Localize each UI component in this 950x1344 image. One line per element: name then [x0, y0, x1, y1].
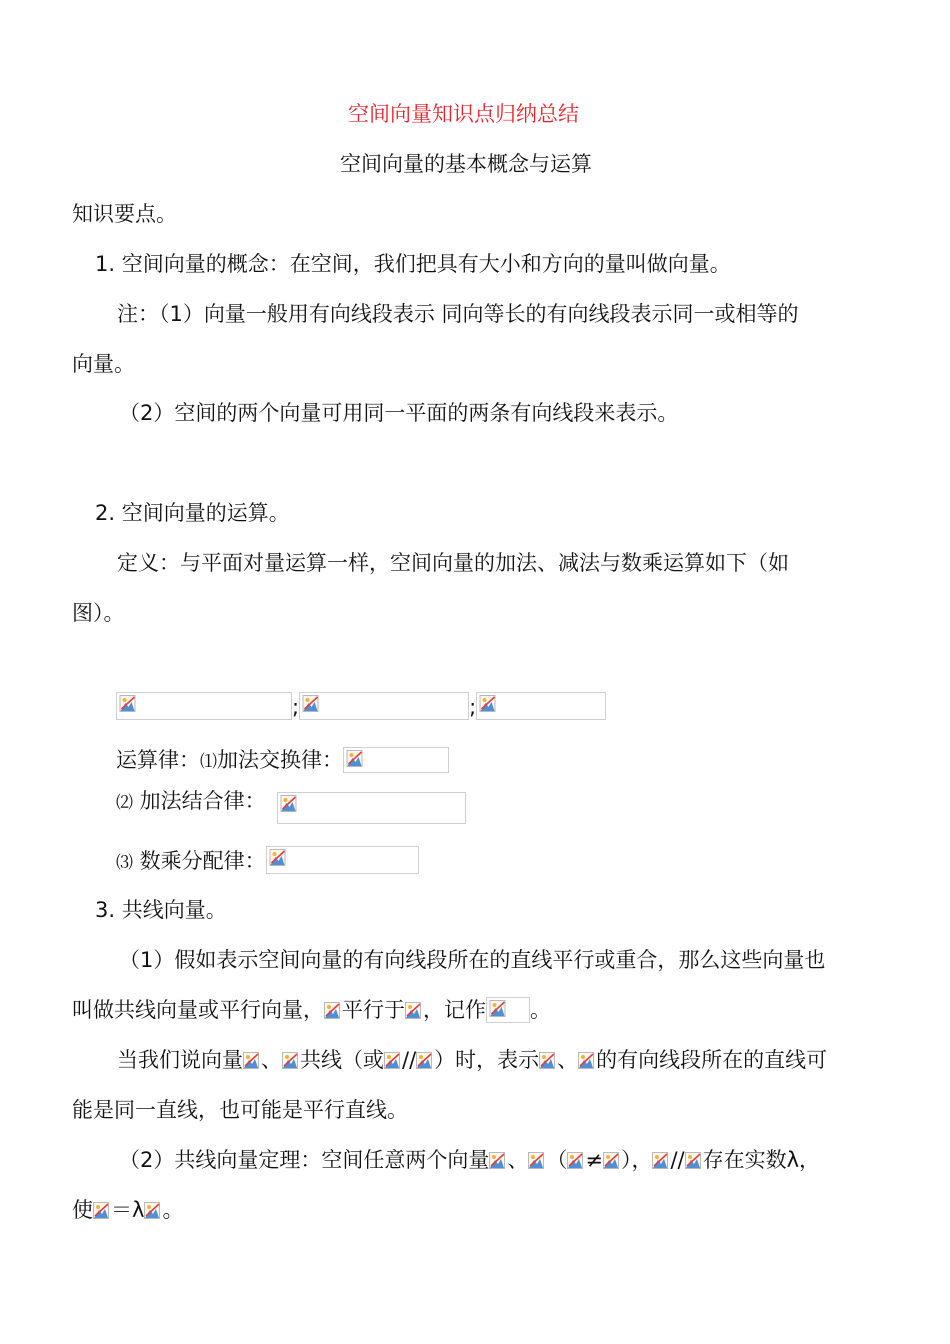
collinear-theorem: [119, 1146, 820, 1174]
broken-image-icon: [603, 1152, 619, 1169]
broken-image-icon: [489, 1152, 505, 1169]
text: 。: [162, 1198, 184, 1222]
broken-image-icon: [539, 1052, 555, 1069]
text: 平行于: [342, 998, 405, 1022]
text: 使: [72, 1198, 93, 1222]
intro-text: 知识要点。: [72, 202, 177, 226]
section-subtitle: 空间向量的基本概念与运算: [340, 152, 592, 176]
text: ），: [620, 1148, 653, 1172]
operation-figures-row: [116, 692, 606, 721]
text: 、: [507, 1148, 529, 1172]
text: 叫做共线向量或平行向量，: [72, 998, 324, 1022]
text: 、: [557, 1048, 579, 1072]
text: ，记作: [423, 998, 486, 1022]
broken-image-icon: [416, 1052, 432, 1069]
vector-b-image: [416, 1051, 434, 1071]
vector-a-image: [539, 1051, 557, 1071]
vector-a-image: [243, 1051, 261, 1071]
note-1-line-1: 注：（1）向量一般用有向线段表示 同向等长的有向线段表示同一或相等的: [117, 302, 799, 326]
broken-image-icon: [282, 1052, 298, 1069]
note-1-line-2: 向量。: [72, 352, 135, 376]
broken-image-icon: [280, 795, 297, 812]
distributive-law: [116, 846, 419, 877]
law-number: ⑶: [116, 853, 133, 873]
text: ）时，表示: [434, 1048, 540, 1072]
collinear-paragraph-3: [117, 1046, 827, 1074]
text: 、: [261, 1048, 282, 1072]
text: 存在实数λ，: [702, 1148, 821, 1172]
law-number: ⑵: [116, 793, 133, 813]
associative-law: [116, 787, 266, 817]
collinear-paragraph-2: [72, 996, 551, 1024]
broken-image-icon: [243, 1052, 259, 1069]
text: 共线（或: [300, 1048, 384, 1072]
text: （: [546, 1148, 568, 1172]
zero-vector-image: [603, 1151, 621, 1171]
text: 的有向线段所在的直线可: [596, 1048, 828, 1072]
law-number: ⑴: [200, 752, 217, 772]
vector-a-image: [324, 1001, 342, 1021]
scalar-multiplication-figure-image: [476, 692, 606, 720]
broken-image-icon: [685, 1152, 701, 1169]
broken-image-icon: [144, 1202, 160, 1219]
broken-image-icon: [346, 750, 363, 767]
addition-figure-image: [116, 692, 292, 720]
vector-b-image: [578, 1051, 596, 1071]
vector-a-image: [93, 1201, 111, 1221]
vector-a-image: [384, 1051, 402, 1071]
associative-formula-image: [277, 792, 466, 824]
document-title: 空间向量知识点归纳总结: [348, 102, 579, 126]
broken-image-icon: [652, 1152, 668, 1169]
concept-paragraph: 1. 空间向量的概念：在空间，我们把具有大小和方向的量叫做向量。: [95, 252, 731, 276]
collinear-paragraph-1: （1）假如表示空间向量的有向线段所在的直线平行或重合，那么这些向量也: [119, 948, 826, 972]
separator: ;: [292, 695, 300, 719]
commutative-formula-image: [343, 747, 449, 773]
broken-image-icon: [93, 1202, 109, 1219]
broken-image-icon: [528, 1152, 544, 1169]
parallel-notation-image: [486, 997, 530, 1023]
note-2: （2）空间的两个向量可用同一平面的两条有向线段来表示。: [119, 401, 679, 425]
collinear-paragraph-3-line-2: 能是同一直线，也可能是平行直线。: [72, 1098, 408, 1122]
broken-image-icon: [324, 1002, 340, 1019]
broken-image-icon: [302, 695, 319, 712]
law-label: 运算律：: [116, 748, 200, 772]
separator: ;: [469, 695, 477, 719]
collinear-theorem-line-2: [72, 1196, 183, 1224]
vector-b-image: [567, 1151, 585, 1171]
operations-heading: 2. 空间向量的运算。: [95, 501, 290, 525]
distributive-formula-image: [266, 846, 419, 874]
law-text: 数乘分配律：: [133, 849, 266, 873]
definition-line-2: 图）。: [72, 601, 125, 625]
text: //: [402, 1048, 417, 1072]
subtraction-figure-image: [299, 692, 469, 720]
broken-image-icon: [489, 1000, 506, 1017]
text: 。: [530, 998, 551, 1022]
vector-a-image: [489, 1151, 507, 1171]
broken-image-icon: [567, 1152, 583, 1169]
broken-image-icon: [269, 849, 286, 866]
vector-a-image: [652, 1151, 670, 1171]
broken-image-icon: [578, 1052, 594, 1069]
law-text: 加法交换律：: [217, 748, 343, 772]
commutative-law: [116, 746, 449, 776]
text: 当我们说向量: [117, 1048, 243, 1072]
broken-image-icon: [384, 1052, 400, 1069]
law-text: 加法结合律：: [133, 789, 266, 813]
vector-b-image: [528, 1151, 546, 1171]
broken-image-icon: [119, 695, 136, 712]
text: ≠: [585, 1148, 603, 1172]
text: ＝λ: [111, 1198, 145, 1222]
broken-image-icon: [479, 695, 496, 712]
vector-b-image: [282, 1051, 300, 1071]
text: （2）共线向量定理：空间任意两个向量: [119, 1148, 490, 1172]
collinear-heading: 3. 共线向量。: [95, 898, 227, 922]
vector-b-image: [405, 1001, 423, 1021]
definition-line-1: 定义：与平面对量运算一样，空间向量的加法、减法与数乘运算如下（如: [117, 551, 789, 575]
vector-b-image: [144, 1201, 162, 1221]
vector-b-image: [685, 1151, 703, 1171]
text: //: [670, 1148, 685, 1172]
broken-image-icon: [405, 1002, 421, 1019]
